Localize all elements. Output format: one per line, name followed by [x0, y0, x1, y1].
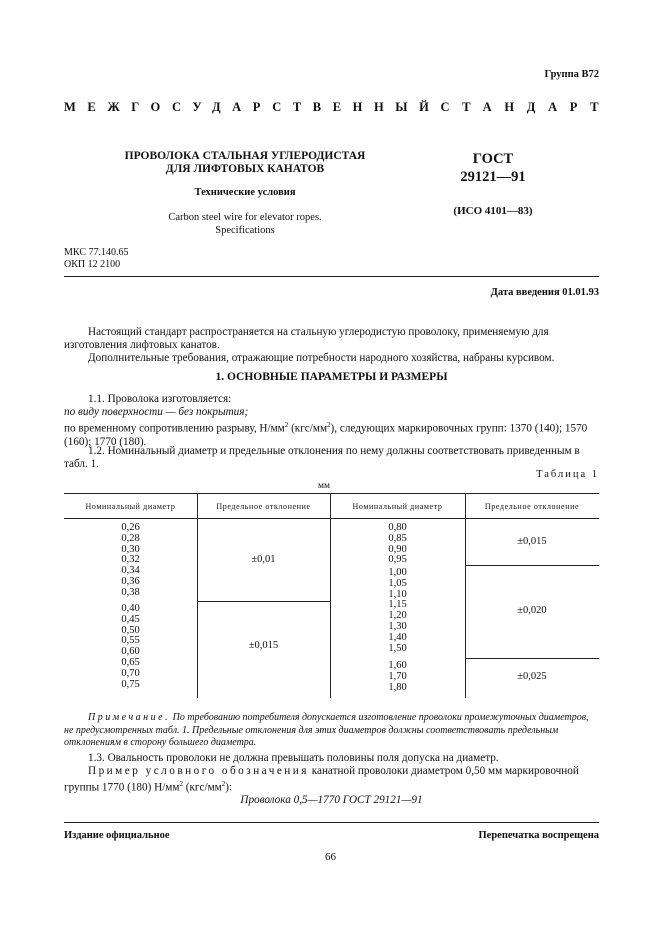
table-cell-diameter: 1,60 — [388, 660, 407, 671]
iso-reference: (ИСО 4101—83) — [453, 205, 533, 217]
table-unit: мм — [318, 481, 331, 491]
group-code: Группа В72 — [544, 69, 599, 80]
example-text-end: ): — [225, 781, 233, 794]
table-1 — [64, 493, 599, 698]
table-group-rule-right-2 — [465, 658, 599, 659]
title-en-line1: Carbon steel wire for elevator ropes. — [168, 212, 322, 223]
table-cell-diameter: 0,75 — [121, 678, 140, 690]
title-ru — [100, 150, 390, 176]
footer-official-edition: Издание официальное — [64, 830, 170, 841]
superscript-2: 2 — [327, 421, 331, 429]
table-cell-diameter: 0,38 — [121, 586, 140, 598]
table-cell-diameter: 1,05 — [388, 577, 407, 589]
superscript-2: 2 — [179, 780, 183, 788]
superscript-2: 2 — [221, 780, 226, 788]
table-cell-diameter: 0,28 — [121, 532, 140, 544]
table-cell-diameter: 0,60 — [121, 646, 140, 658]
table-cell-diameter: 0,32 — [121, 554, 140, 566]
table-header-diameter-left: Номинальный диаметр — [85, 502, 176, 511]
example-text-mid: (кгс/мм — [182, 781, 222, 794]
standard-word-interstate: МЕЖГОСУДАРСТВЕННЫЙ — [64, 100, 441, 114]
table-cell-diameter: 1,50 — [388, 642, 407, 654]
table-caption: Таблица 1 — [536, 469, 599, 480]
designation-example-paragraph — [64, 765, 599, 795]
table-cell-diameter: 1,00 — [388, 567, 407, 578]
example-text-start: канатной проволоки диаметром 0,50 мм маркировочной группы 1770 (180) Н/мм — [64, 765, 579, 794]
table-cell-diameter: 1,10 — [388, 588, 407, 600]
table-cell-diameter: 0,55 — [121, 635, 140, 647]
table-cell-diameter: 0,40 — [121, 603, 140, 614]
table-cell-diameter: 0,65 — [121, 656, 140, 668]
header-divider — [64, 276, 599, 277]
title-ru-line2: ДЛЯ ЛИФТОВЫХ КАНАТОВ — [165, 163, 325, 175]
left-group-1-diameters — [64, 523, 197, 599]
clause-1-1: 1.1. Проволока изготовляется: — [88, 393, 232, 405]
table-cell-diameter: 0,30 — [121, 543, 140, 555]
table-cell-diameter: 1,40 — [388, 631, 407, 643]
table-group-rule-left — [197, 601, 330, 602]
table-group-rule-right-1 — [465, 565, 599, 566]
table-cell-diameter: 0,34 — [121, 565, 140, 577]
table-header-rule — [64, 518, 599, 519]
introduction-date-label: Дата введения — [490, 287, 560, 298]
title-en-line2: Specifications — [215, 225, 275, 236]
table-cell-deviation: ±0,020 — [517, 605, 547, 616]
title-ru-line1: ПРОВОЛОКА СТАЛЬНАЯ УГЛЕРОДИСТАЯ — [124, 150, 366, 162]
table-header-diameter-right: Номинальный диаметр — [352, 502, 443, 511]
right-group-3-diameters — [330, 661, 465, 693]
title-en — [100, 211, 390, 237]
table-cell-diameter: 0,50 — [121, 624, 140, 636]
mks-code: МКС 77.140.65 — [64, 247, 129, 258]
table-cell-diameter: 0,26 — [121, 522, 140, 533]
table-cell-diameter: 0,90 — [388, 543, 407, 555]
table-cell-diameter: 0,80 — [388, 522, 407, 533]
table-vline-1 — [197, 493, 198, 698]
clause-1-1-surface: по виду поверхности — без покрытия; — [64, 406, 249, 418]
introduction-date — [491, 287, 599, 298]
page-number: 66 — [325, 851, 336, 863]
subtitle: Технические условия — [194, 187, 296, 198]
okp-code: ОКП 12 2100 — [64, 258, 121, 270]
table-note — [64, 712, 599, 750]
table-cell-diameter: 0,95 — [388, 554, 407, 566]
right-group-2-diameters — [330, 568, 465, 654]
table-header-deviation-right: Предельное отклонение — [484, 502, 580, 511]
table-cell-diameter: 1,20 — [388, 610, 407, 622]
table-top-rule — [64, 493, 599, 494]
table-header-deviation-left: Предельное отклонение — [216, 502, 311, 511]
designation-example: Проволока 0,5—1770 ГОСТ 29121—91 — [240, 794, 423, 806]
introduction-date-value: 01.01.93 — [562, 287, 599, 298]
section-heading-1: 1. ОСНОВНЫЕ ПАРАМЕТРЫ И РАЗМЕРЫ — [215, 371, 448, 383]
table-cell-diameter: 1,30 — [388, 620, 407, 632]
classification-codes — [64, 247, 128, 270]
table-cell-diameter: 0,45 — [121, 613, 140, 625]
right-group-1-diameters — [330, 523, 465, 566]
table-cell-diameter: 0,36 — [121, 575, 140, 587]
table-cell-diameter: 1,70 — [388, 670, 407, 682]
table-cell-deviation: ±0,01 — [251, 554, 276, 565]
clause-1-3: 1.3. Овальность проволоки не должна превышать половины поля допуска на диаметр. — [88, 752, 499, 764]
note-text: По требованию потребителя допускается изготовление проволоки промежуточных диаметров, не предусмотренных табл. 1. Предельные отклонения для этих диаметров должны соответствовать предельным отклонениям в сторону большего диаметра. — [64, 712, 589, 748]
table-cell-deviation: ±0,025 — [517, 671, 547, 682]
superscript-2: 2 — [284, 421, 289, 429]
strength-text-start: по временному сопротивлению разрыву, Н/мм — [64, 422, 285, 435]
table-cell-diameter: 0,70 — [121, 667, 140, 679]
table-cell-diameter: 1,80 — [388, 681, 407, 693]
table-cell-diameter: 0,85 — [388, 532, 407, 544]
paragraph-additional: Дополнительные требования, отражающие потребности народного хозяйства, набраны курсивом. — [88, 352, 555, 364]
strength-text-mid: (кгс/мм — [288, 422, 328, 435]
standard-banner — [64, 100, 612, 115]
left-group-2-diameters — [64, 604, 197, 690]
strength-text-end: ), следующих маркировочных групп: 1370 (140); 1570 (160); 1770 (180). — [64, 422, 588, 448]
table-cell-deviation: ±0,015 — [517, 536, 547, 547]
table-cell-diameter: 1,15 — [388, 599, 407, 611]
paragraph-scope: Настоящий стандарт распространяется на стальную углеродистую проволоку, применяемую для изготовления лифтовых канатов. — [64, 326, 549, 351]
footer-reprint-prohibited: Перепечатка воспрещена — [478, 830, 599, 841]
table-vline-3 — [465, 493, 466, 698]
table-cell-deviation: ±0,015 — [248, 640, 279, 651]
clause-1-2: 1.2. Номинальный диаметр и предельные отклонения по нему должны соответствовать приведенным в табл. 1. — [64, 445, 580, 470]
gost-number: 29121—91 — [460, 169, 526, 185]
standard-word-standard: СТАНДАРТ — [440, 100, 612, 114]
footer-divider — [64, 822, 599, 823]
gost-label: ГОСТ — [472, 151, 514, 167]
note-label: Примечание. — [88, 712, 171, 723]
example-label: Пример условного обозначения — [88, 765, 309, 777]
